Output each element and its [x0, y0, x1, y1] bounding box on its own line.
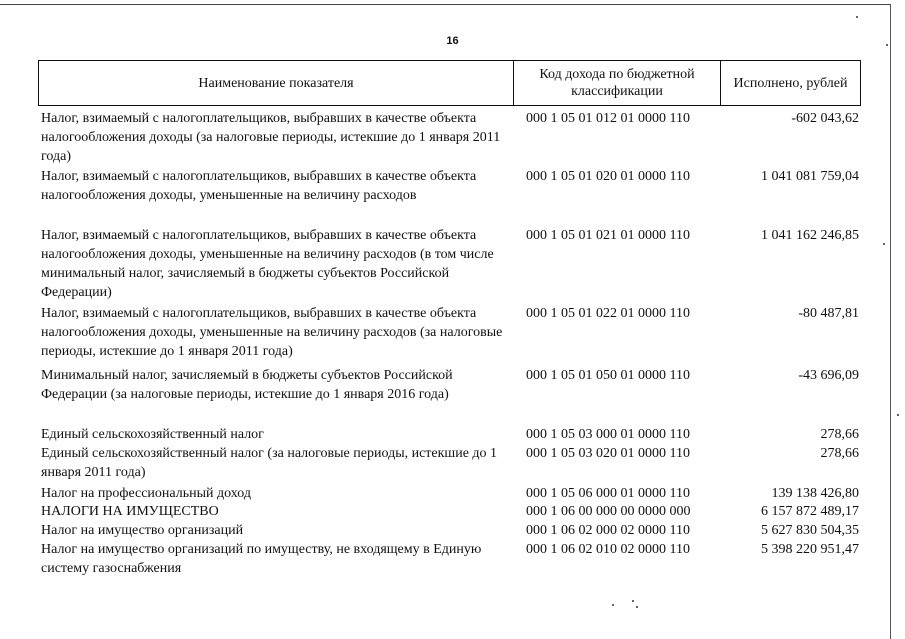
scan-speck [636, 606, 638, 608]
row-code: 000 1 05 01 012 01 0000 110 [526, 111, 690, 126]
row-code: 000 1 06 02 010 02 0000 110 [526, 542, 690, 557]
scan-speck [886, 44, 888, 46]
header-amount: Исполнено, рублей [733, 75, 848, 91]
header-code: Код дохода по бюджетной классификации [514, 61, 721, 105]
scan-speck [897, 414, 899, 416]
row-amount: 278,66 [820, 446, 859, 461]
row-name: Налог, взимаемый с налогоплательщиков, выбравших в качестве объекта налогообложения доходы, уменьшенные на величину расходов [41, 169, 477, 203]
row-amount: 5 398 220 951,47 [761, 542, 859, 557]
row-name: Налог, взимаемый с налогоплательщиков, выбравших в качестве объекта налогообложения доходы, уменьшенные на величину расходов (в том числе минимальный налог, зачисляемый в бюджеты субъектов Российской Федерации) [41, 228, 494, 300]
top-border-line [0, 4, 890, 5]
row-amount: -80 487,81 [798, 306, 859, 321]
row-amount: 6 157 872 489,17 [761, 504, 859, 519]
row-code: 000 1 05 03 020 01 0000 110 [526, 446, 690, 461]
scan-speck [632, 600, 634, 602]
row-code: 000 1 06 02 000 02 0000 110 [526, 523, 690, 538]
row-code: 000 1 05 01 050 01 0000 110 [526, 368, 690, 383]
row-name: Налог на имущество организаций по имуществу, не входящему в Единую систему газоснабжения [41, 542, 482, 576]
row-amount: -602 043,62 [791, 111, 859, 126]
row-amount: -43 696,09 [798, 368, 859, 383]
row-code: 000 1 05 01 021 01 0000 110 [526, 228, 690, 243]
row-name: Налог, взимаемый с налогоплательщиков, выбравших в качестве объекта налогообложения доходы, уменьшенные на величину расходов (за налоговые периоды, истекшие до 1 января 2011 года) [41, 306, 503, 359]
table-header [38, 60, 861, 106]
row-amount: 139 138 426,80 [771, 486, 859, 501]
scan-speck [856, 16, 858, 18]
row-amount: 5 627 830 504,35 [761, 523, 859, 538]
row-name: Минимальный налог, зачисляемый в бюджеты субъектов Российской Федерации (за налоговые периоды, истекшие до 1 января 2016 года) [41, 368, 453, 402]
right-border-line [890, 4, 891, 639]
row-name: Налог на имущество организаций [41, 523, 244, 538]
row-amount: 1 041 081 759,04 [761, 169, 859, 184]
row-name: Налог, взимаемый с налогоплательщиков, выбравших в качестве объекта налогообложения доходы (за налоговые периоды, истекшие до 1 января 2011 года) [41, 111, 501, 164]
row-name: Единый сельскохозяйственный налог (за налоговые периоды, истекшие до 1 января 2011 года) [41, 446, 498, 480]
row-code: 000 1 06 00 000 00 0000 000 [526, 504, 691, 519]
scan-speck [612, 604, 614, 606]
scan-speck [883, 243, 885, 245]
row-code: 000 1 05 06 000 01 0000 110 [526, 486, 690, 501]
page-number: 16 [446, 35, 459, 47]
row-code: 000 1 05 01 020 01 0000 110 [526, 169, 690, 184]
header-name: Наименование показателя [39, 61, 514, 105]
row-name: Единый сельскохозяйственный налог [41, 427, 264, 442]
row-amount: 278,66 [820, 427, 859, 442]
row-name: НАЛОГИ НА ИМУЩЕСТВО [41, 504, 219, 519]
row-code: 000 1 05 01 022 01 0000 110 [526, 306, 690, 321]
row-amount: 1 041 162 246,85 [761, 228, 859, 243]
row-name: Налог на профессиональный доход [41, 486, 251, 501]
row-code: 000 1 05 03 000 01 0000 110 [526, 427, 690, 442]
